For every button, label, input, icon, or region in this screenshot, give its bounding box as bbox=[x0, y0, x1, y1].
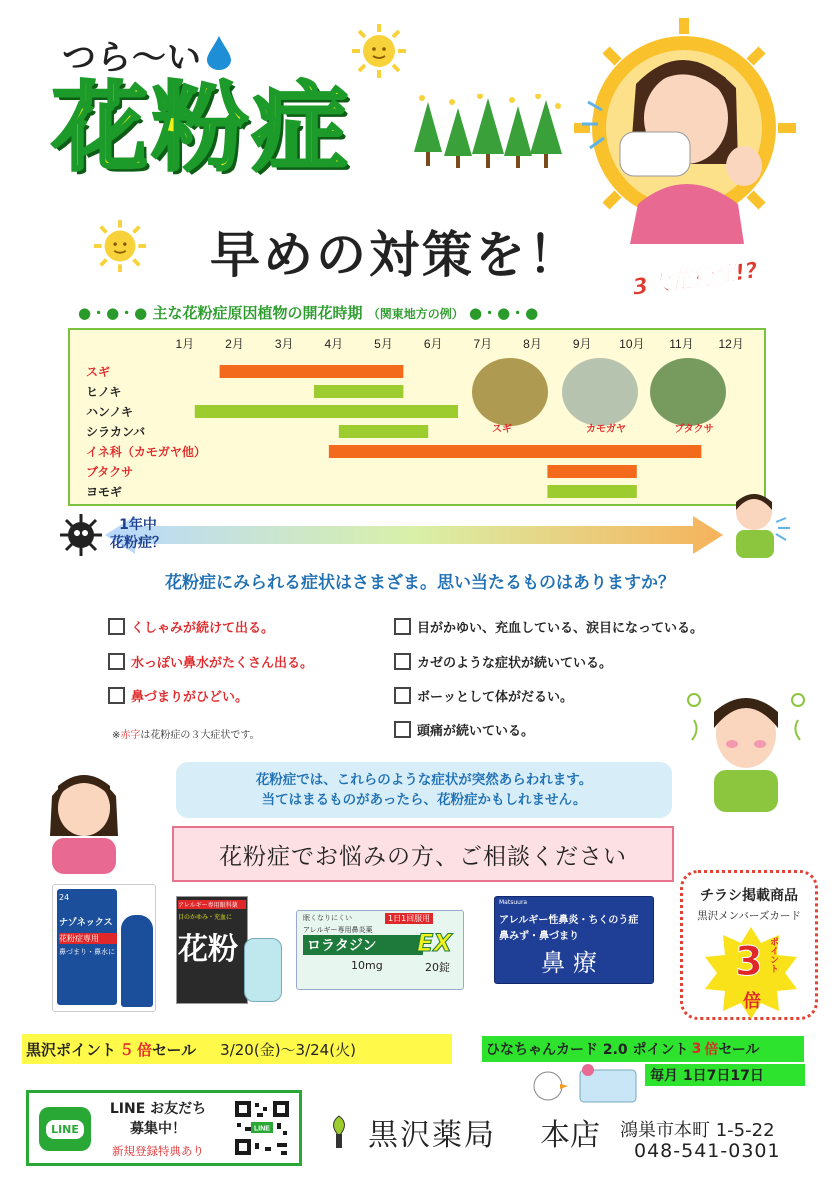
month-tick-label: 5月 bbox=[374, 337, 393, 351]
flowering-chart bbox=[68, 328, 766, 506]
year-round-line1: 1年中 bbox=[119, 517, 157, 533]
checkbox[interactable] bbox=[108, 653, 125, 670]
checkbox[interactable] bbox=[394, 618, 411, 635]
consult-banner: 花粉症でお悩みの方、ご相談ください bbox=[172, 826, 674, 882]
bloom-period-bar bbox=[547, 465, 636, 478]
badge-point-label: ポイント bbox=[768, 937, 778, 973]
kurosawa-sale-bar bbox=[22, 1034, 452, 1064]
eyebrow-text: つら〜い bbox=[62, 38, 202, 78]
symptom-text: 目がかゆい、充血している、涙目になっている。 bbox=[417, 621, 704, 636]
info-line2: 当てはまるものがあったら、花粉症かもしれません。 bbox=[261, 792, 587, 808]
plant-photo-caption: カモガヤ bbox=[586, 424, 626, 435]
biyaku-line2: 鼻みず・鼻づまり bbox=[499, 931, 579, 942]
symptom-item[interactable] bbox=[394, 652, 612, 671]
symptom-item[interactable] bbox=[108, 652, 313, 671]
kurosawa-num: ５ bbox=[119, 1040, 135, 1059]
store-address: 鴻巣市本町 1-5-22 bbox=[620, 1120, 775, 1141]
plant-photo-caption: スギ bbox=[492, 424, 512, 435]
flowering-chart-svg bbox=[70, 330, 768, 508]
store-logo-icon bbox=[326, 1114, 352, 1156]
nasonex-hours: 24 bbox=[59, 893, 70, 902]
symptom-item[interactable] bbox=[394, 686, 573, 705]
hina-prefix: ひなちゃんカード 2.0 ポイント bbox=[486, 1042, 689, 1058]
product-rotajin[interactable] bbox=[296, 910, 464, 990]
biyaku-line1: アレルギー性鼻炎・ちくのう症 bbox=[499, 915, 639, 926]
symptom-text: カゼのような症状が続いている。 bbox=[417, 656, 613, 671]
kafun-sub: 目のかゆみ・充血に bbox=[178, 914, 233, 921]
tired-man-illustration bbox=[680, 684, 812, 812]
checkbox[interactable] bbox=[394, 653, 411, 670]
badge-line2: 黒沢メンバーズカード bbox=[697, 910, 801, 922]
badge-line1: チラシ掲載商品 bbox=[700, 888, 798, 904]
month-tick-label: 12月 bbox=[718, 337, 744, 351]
line-benefit: 新規登録特典あり bbox=[112, 1144, 204, 1158]
plant-photo bbox=[562, 358, 638, 426]
checkbox[interactable] bbox=[108, 687, 125, 704]
info-bubble bbox=[176, 762, 672, 818]
line-title1: LINE お友だち bbox=[109, 1101, 207, 1117]
hina-suffix: セール bbox=[718, 1042, 760, 1058]
itchy-eyes-woman-illustration bbox=[38, 756, 130, 874]
kurosawa-prefix: 黒沢ポイント bbox=[26, 1040, 117, 1059]
chart-heading bbox=[78, 302, 538, 323]
symptom-text: ボーッとして体がだるい。 bbox=[417, 690, 574, 705]
monthly-days: 毎月 1日7日17日 bbox=[645, 1064, 805, 1086]
kurosawa-mid: 倍 bbox=[137, 1040, 153, 1059]
plant-label: イネ科（カモガヤ他） bbox=[86, 445, 206, 459]
sun-icon bbox=[350, 22, 408, 80]
rotajin-dose: 10mg bbox=[351, 959, 383, 972]
symptom-note bbox=[112, 726, 260, 741]
hina-sale-bar bbox=[482, 1036, 804, 1062]
symptom-item[interactable] bbox=[108, 686, 248, 705]
month-tick-label: 8月 bbox=[523, 337, 542, 351]
symptom-item[interactable] bbox=[394, 617, 703, 636]
kurosawa-suffix: セール bbox=[152, 1040, 197, 1059]
symptom-text: 頭痛が続いている。 bbox=[417, 724, 535, 739]
line-logo-text: LINE bbox=[46, 1120, 84, 1139]
bloom-period-bar bbox=[314, 385, 403, 398]
symptom-text: 鼻づまりがひどい。 bbox=[131, 690, 249, 705]
month-tick-label: 6月 bbox=[423, 337, 443, 351]
note-suffix: は花粉症の３大症状です。 bbox=[140, 730, 260, 741]
rotajin-top: 1日1回服用 bbox=[385, 913, 433, 924]
sneezing-woman-illustration bbox=[568, 14, 800, 244]
plant-photo bbox=[650, 358, 726, 426]
cedar-trees-illustration bbox=[408, 94, 566, 174]
nasonex-line1: 花粉症専用 bbox=[59, 933, 117, 944]
sun-icon bbox=[92, 218, 148, 274]
product-kafun-eyedrops[interactable] bbox=[176, 896, 286, 1006]
plant-label: ヨモギ bbox=[86, 485, 123, 499]
biyaku-maker: Matsuura bbox=[499, 899, 528, 906]
nasonex-brand: ナゾネックス bbox=[59, 918, 113, 928]
year-round-arrow bbox=[105, 512, 723, 558]
plant-label: ハンノキ bbox=[86, 405, 134, 419]
qr-label: LINE bbox=[254, 1125, 270, 1133]
plant-label: スギ bbox=[86, 365, 111, 379]
line-title2: 募集中！ bbox=[130, 1121, 186, 1137]
bloom-period-bar bbox=[195, 405, 458, 418]
line-logo-icon bbox=[39, 1107, 91, 1151]
hina-mascot-illustration bbox=[530, 1062, 640, 1104]
note-red: 赤字 bbox=[120, 730, 141, 741]
rotajin-sub: アレルギー専用鼻炎薬 bbox=[303, 926, 373, 934]
bloom-period-bar bbox=[329, 445, 702, 458]
hina-num: 3 bbox=[691, 1041, 702, 1057]
checkbox[interactable] bbox=[394, 687, 411, 704]
water-drop-icon bbox=[205, 34, 233, 70]
points-badge bbox=[680, 870, 818, 1020]
dots-decoration: ●・●・● bbox=[463, 304, 539, 322]
symptom-text: くしゃみが続けて出る。 bbox=[131, 621, 275, 636]
page-subtitle: 早めの対策を！ bbox=[210, 226, 581, 284]
line-friend-box[interactable] bbox=[26, 1090, 302, 1166]
kafun-top: アレルギー専用眼科薬 bbox=[178, 900, 246, 909]
rotajin-suffix: EX bbox=[417, 929, 452, 957]
kafun-main: 花粉 bbox=[178, 932, 238, 967]
sneezing-boy-illustration bbox=[722, 488, 792, 558]
symptom-item[interactable] bbox=[108, 617, 274, 636]
plant-label: シラカンバ bbox=[86, 425, 146, 439]
three-major-label: 3大花粉症!? bbox=[631, 258, 760, 301]
product-nasonex[interactable] bbox=[52, 884, 156, 1012]
year-round-label bbox=[110, 516, 166, 552]
page-title: 花粉症 bbox=[52, 72, 352, 184]
month-tick-label: 7月 bbox=[473, 337, 493, 351]
symptoms-heading: 花粉症にみられる症状はさまざま。思い当たるものはありますか？ bbox=[165, 573, 675, 593]
hina-mid: 倍 bbox=[704, 1042, 719, 1058]
month-tick-label: 1月 bbox=[175, 337, 195, 351]
month-tick-label: 9月 bbox=[572, 337, 592, 351]
badge-suffix: 倍 bbox=[743, 991, 761, 1012]
chart-note: （関東地方の例） bbox=[367, 307, 464, 321]
plant-photo bbox=[472, 358, 548, 426]
badge-number: 3 bbox=[735, 939, 763, 985]
plant-photo-caption: ブタクサ bbox=[674, 424, 714, 435]
plant-label: ヒノキ bbox=[86, 385, 122, 399]
month-tick-label: 10月 bbox=[619, 337, 645, 351]
rotajin-lead: 眠くなりにくい bbox=[303, 914, 352, 922]
year-round-line2: 花粉症？ bbox=[110, 535, 166, 551]
plant-label: ブタクサ bbox=[86, 465, 134, 479]
store-phone[interactable]: 048-541-0301 bbox=[634, 1140, 781, 1162]
biyaku-main: 鼻療 bbox=[541, 949, 605, 977]
chart-title: 主な花粉症原因植物の開花時期 bbox=[152, 304, 363, 322]
store-branch: 本店 bbox=[540, 1118, 600, 1153]
product-biyaku[interactable] bbox=[494, 896, 654, 984]
symptom-text: 水っぽい鼻水がたくさん出る。 bbox=[131, 656, 314, 671]
bloom-period-bar bbox=[220, 365, 404, 378]
checkbox[interactable] bbox=[108, 618, 125, 635]
virus-icon bbox=[58, 512, 104, 558]
store-name: 黒沢薬局 bbox=[368, 1118, 496, 1153]
rotajin-brand: ロラタジン bbox=[303, 935, 423, 955]
checkbox[interactable] bbox=[394, 721, 411, 738]
bloom-period-bar bbox=[339, 425, 428, 438]
bloom-period-bar bbox=[547, 485, 636, 498]
kurosawa-dates: 3/20(金)〜3/24(火) bbox=[220, 1040, 356, 1059]
info-line1: 花粉症では、これらのような症状が突然あらわれます。 bbox=[255, 772, 593, 788]
qr-code-icon[interactable] bbox=[233, 1099, 291, 1157]
symptom-item[interactable] bbox=[394, 720, 534, 739]
month-tick-label: 11月 bbox=[669, 337, 694, 351]
nasonex-line2: 鼻づまり・鼻水に bbox=[59, 948, 115, 956]
rotajin-count: 20錠 bbox=[425, 961, 450, 974]
note-prefix: ※ bbox=[112, 730, 121, 741]
dots-decoration: ●・●・● bbox=[78, 304, 153, 322]
month-tick-label: 4月 bbox=[324, 337, 344, 351]
month-tick-label: 3月 bbox=[274, 337, 294, 351]
month-tick-label: 2月 bbox=[225, 337, 244, 351]
